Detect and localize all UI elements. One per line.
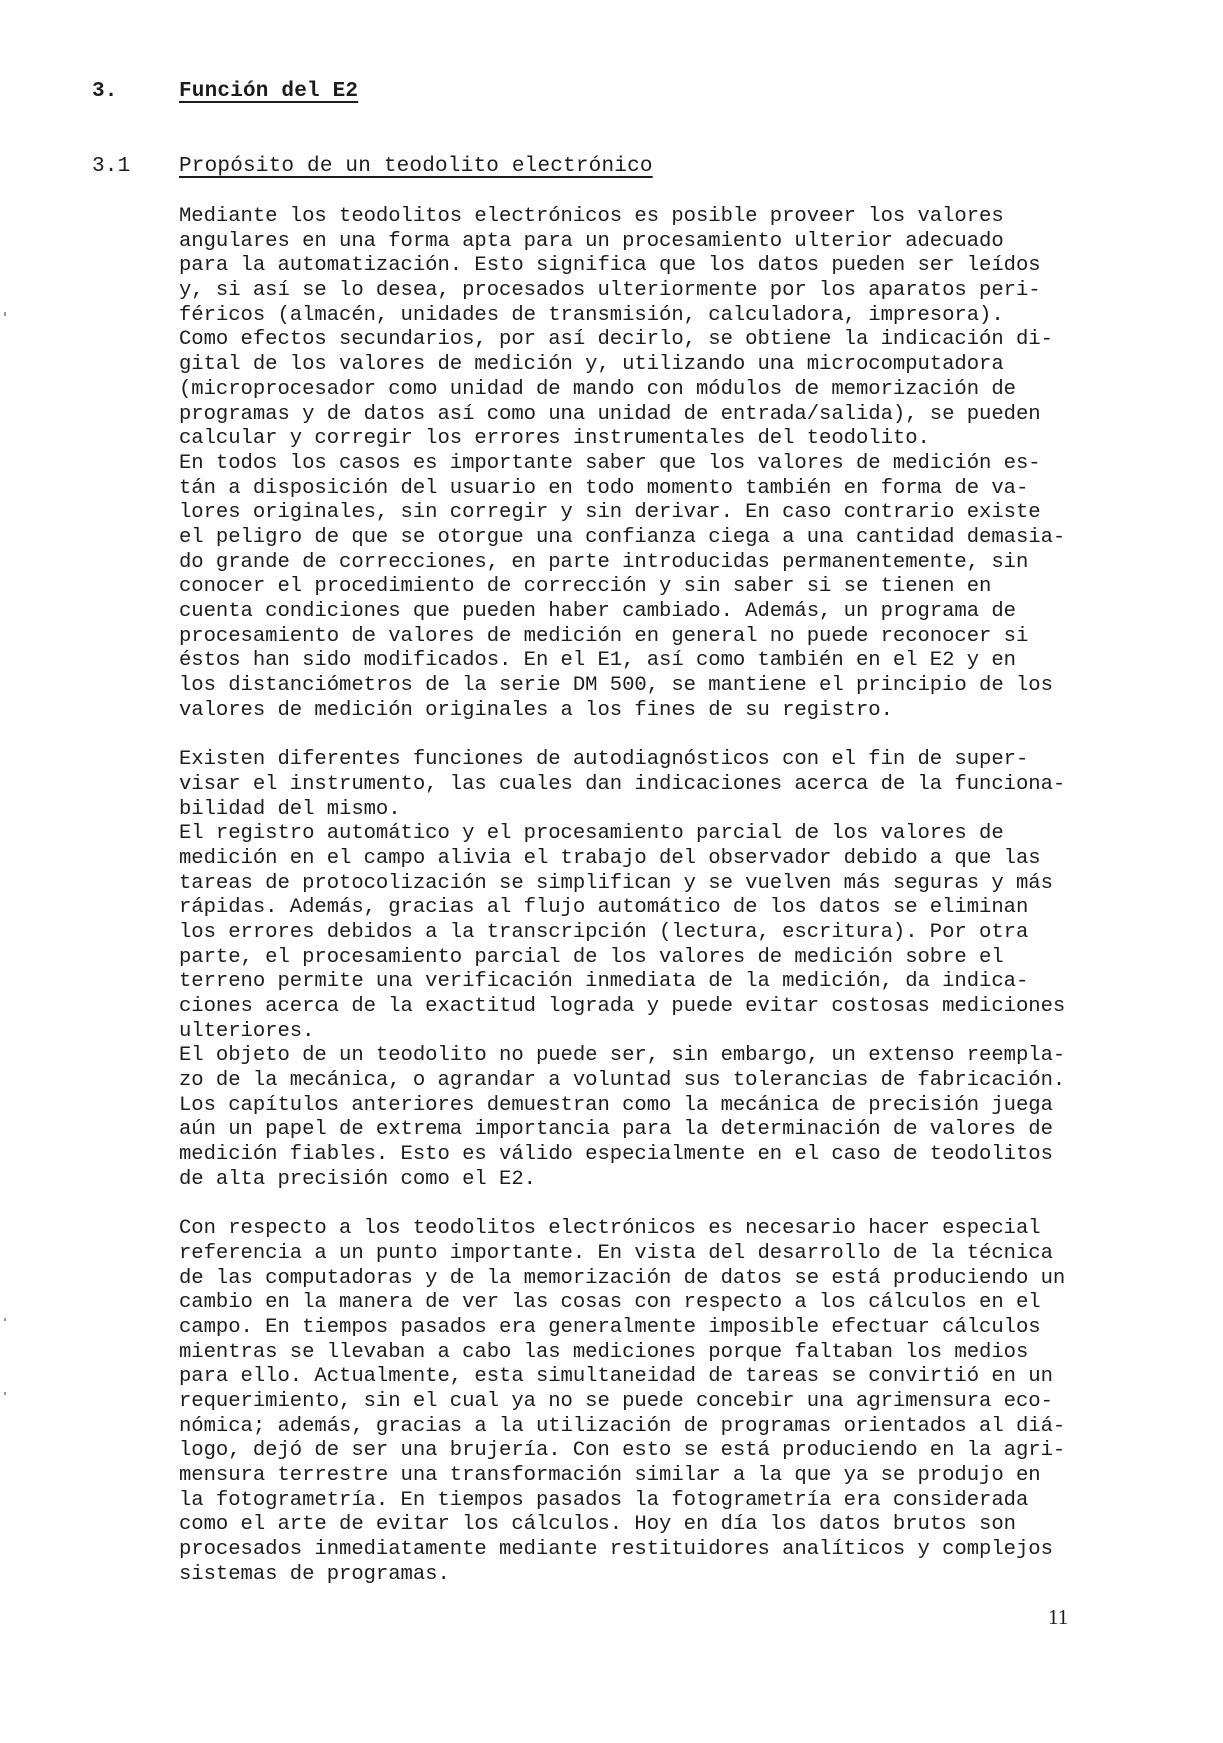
text-line: el peligro de que se otorgue una confianza ciega a una cantidad demasia-	[179, 525, 1066, 549]
text-line: ciones acerca de la exactitud lograda y puede evitar costosas mediciones	[179, 995, 1066, 1018]
page-number: 11	[1048, 1605, 1069, 1629]
text-line: nómica; además, gracias a la utilización de programas orientados al diá-	[179, 1414, 1066, 1438]
scan-speck	[4, 1318, 6, 1321]
text-line: Con respecto a los teodolitos electrónicos es necesario hacer especial	[179, 1217, 1041, 1241]
text-line: terreno permite una verificación inmediata de la medición, da indica-	[179, 970, 1029, 994]
text-line: féricos (almacén, unidades de transmisión, calculadora, impresora).	[179, 303, 1004, 327]
text-line: sistemas de programas.	[179, 1562, 450, 1586]
text-line: valores de medición originales a los fines de su registro.	[179, 698, 893, 722]
text-line: gital de los valores de medición y, utilizando una microcomputadora	[179, 353, 1004, 377]
paragraph-gap	[179, 1193, 1079, 1218]
text-line: como el arte de evitar los cálculos. Hoy en día los datos brutos son	[179, 1513, 1016, 1537]
body-text	[179, 205, 1079, 1588]
text-line: bilidad del mismo.	[179, 797, 401, 821]
text-line: tán a disposición del usuario en todo momento también en forma de va-	[179, 476, 1029, 500]
text-line: aún un papel de extrema importancia para la determinación de valores de	[179, 1118, 1053, 1142]
text-line: la fotogrametría. En tiempos pasados la fotogrametría era considerada	[179, 1488, 1029, 1512]
text-line: procesamiento de valores de medición en general no puede reconocer si	[179, 624, 1029, 648]
text-line: calcular y corregir los errores instrumentales del teodolito.	[179, 427, 930, 451]
text-line: lores originales, sin corregir y sin derivar. En caso contrario existe	[179, 501, 1041, 525]
text-line: tareas de protocolización se simplifican y se vuelven más seguras y más	[179, 871, 1053, 895]
text-line: de las computadoras y de la memorización de datos se está produciendo un	[179, 1266, 1066, 1290]
text-line: mensura terrestre una transformación similar a la que ya se produjo en	[179, 1464, 1041, 1488]
text-line: Existen diferentes funciones de autodiagnósticos con el fin de super-	[179, 748, 1029, 772]
text-line: para ello. Actualmente, esta simultaneidad de tareas se convirtió en un	[179, 1365, 1053, 1389]
text-line: parte, el procesamiento parcial de los valores de medición sobre el	[179, 945, 1004, 969]
text-line: El registro automático y el procesamiento parcial de los valores de	[179, 822, 1004, 846]
text-line: los errores debidos a la transcripción (lectura, escritura). Por otra	[179, 920, 1029, 944]
text-line: de alta precisión como el E2.	[179, 1167, 536, 1191]
text-line: y, si así se lo desea, procesados ulteriormente por los aparatos peri-	[179, 279, 1041, 303]
text-line: éstos han sido modificados. En el E1, así como también en el E2 y en	[179, 649, 1016, 673]
text-line: procesados inmediatamente mediante restituidores analíticos y complejos	[179, 1538, 1053, 1562]
scan-speck	[4, 312, 6, 316]
text-line: ulteriores.	[179, 1019, 315, 1043]
text-line: En todos los casos es importante saber que los valores de medición es-	[179, 451, 1041, 475]
text-line: logo, dejó de ser una brujería. Con esto se está produciendo en la agri-	[179, 1439, 1066, 1463]
text-line: cambio en la manera de ver las cosas con respecto a los cálculos en el	[179, 1291, 1041, 1315]
section-title: Función del E2	[179, 80, 359, 103]
subsection-title: Propósito de un teodolito electrónico	[179, 155, 653, 178]
paragraph-gap	[179, 723, 1079, 748]
subsection-number: 3.1	[92, 155, 131, 178]
section-number: 3.	[92, 80, 118, 103]
text-line: conocer el procedimiento de corrección y sin saber si se tienen en	[179, 575, 992, 599]
text-line: los distanciómetros de la serie DM 500, se mantiene el principio de los	[179, 674, 1053, 698]
text-line: Como efectos secundarios, por así decirlo, se obtiene la indicación di-	[179, 328, 1053, 352]
text-line: programas y de datos así como una unidad de entrada/salida), se pueden	[179, 402, 1041, 426]
text-line: requerimiento, sin el cual ya no se puede concebir una agrimensura eco-	[179, 1390, 1053, 1413]
text-line: (microprocesador como unidad de mando con módulos de memorización de	[179, 377, 1016, 401]
text-line: cuenta condiciones que pueden haber cambiado. Además, un programa de	[179, 600, 1016, 623]
text-line: El objeto de un teodolito no puede ser, sin embargo, un extenso reempla-	[179, 1044, 1066, 1068]
text-line: referencia a un punto importante. En vista del desarrollo de la técnica	[179, 1241, 1053, 1265]
text-line: angulares en una forma apta para un procesamiento ulterior adecuado	[179, 229, 1004, 253]
text-line: medición en el campo alivia el trabajo del observador debido a que las	[179, 846, 1041, 870]
paragraph	[179, 1217, 1079, 1587]
text-line: mientras se llevaban a cabo las mediciones porque faltaban los medios	[179, 1340, 1029, 1364]
text-line: visar el instrumento, las cuales dan indicaciones acerca de la funciona-	[179, 772, 1066, 796]
text-line: rápidas. Además, gracias al flujo automático de los datos se eliminan	[179, 896, 1029, 920]
paragraph	[179, 205, 1079, 723]
text-line: zo de la mecánica, o agrandar a voluntad sus tolerancias de fabricación.	[179, 1069, 1066, 1093]
text-line: Los capítulos anteriores demuestran como la mecánica de precisión juega	[179, 1093, 1053, 1117]
scan-speck	[4, 1392, 6, 1395]
paragraph	[179, 748, 1079, 1192]
text-line: Mediante los teodolitos electrónicos es posible proveer los valores	[179, 205, 1004, 228]
text-line: do grande de correcciones, en parte introducidas permanentemente, sin	[179, 550, 1029, 574]
text-line: medición fiables. Esto es válido especialmente en el caso de teodolitos	[179, 1143, 1053, 1167]
text-line: campo. En tiempos pasados era generalmente imposible efectuar cálculos	[179, 1315, 1041, 1339]
text-line: para la automatización. Esto significa que los datos pueden ser leídos	[179, 254, 1041, 278]
